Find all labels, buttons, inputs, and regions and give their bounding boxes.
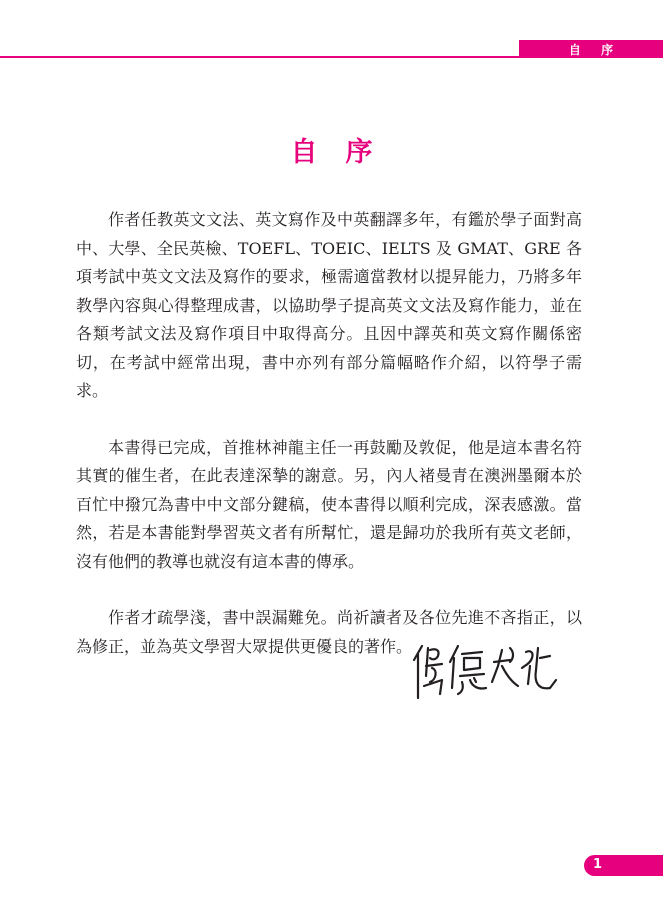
paragraph-2: 本書得已完成，首推林神龍主任一再鼓勵及敦促，他是這本書名符其實的催生者，在此表達深摯的謝意。另，內人褚曼青在澳洲墨爾本於百忙中撥冗為書中中文部分鍵稿，使本書得以順利完成，深表感激。當然，若是本書能對學習英文者有所幫忙，還是歸功於我所有英文老師，沒有他們的教導也就沒有這本書的傳承。 [76,437,582,571]
paragraph-3: 作者才疏學淺，書中誤漏難免。尚祈讀者及各位先進不吝指正，以為修正，並為英文學習大眾提供更優良的著作。 [76,608,582,656]
section-header-tab [519,40,663,58]
author-signature [402,636,562,710]
section-label: 自 序 [568,42,622,57]
preface-body [76,206,582,689]
page-title: 自序 [290,137,401,168]
page-number: 1 [593,857,603,872]
paragraph-1: 作者任教英文文法、英文寫作及中英翻譯多年，有鑑於學子面對高中、大學、全民英檢、TOEFL、TOEIC、IELTS 及 GMAT、GRE 各項考試中英文文法及寫作的要求，極需適當教材以提昇能力，乃將多年教學內容與心得整理成書，以協助學子提高英文文法及寫作能力，並在各類考試文法及寫作項目中取得高分。且因中譯英和英文寫作關係密切，在考試中經常出現，書中亦列有部分篇幅略作介紹，以符學子需求。 [76,210,582,400]
